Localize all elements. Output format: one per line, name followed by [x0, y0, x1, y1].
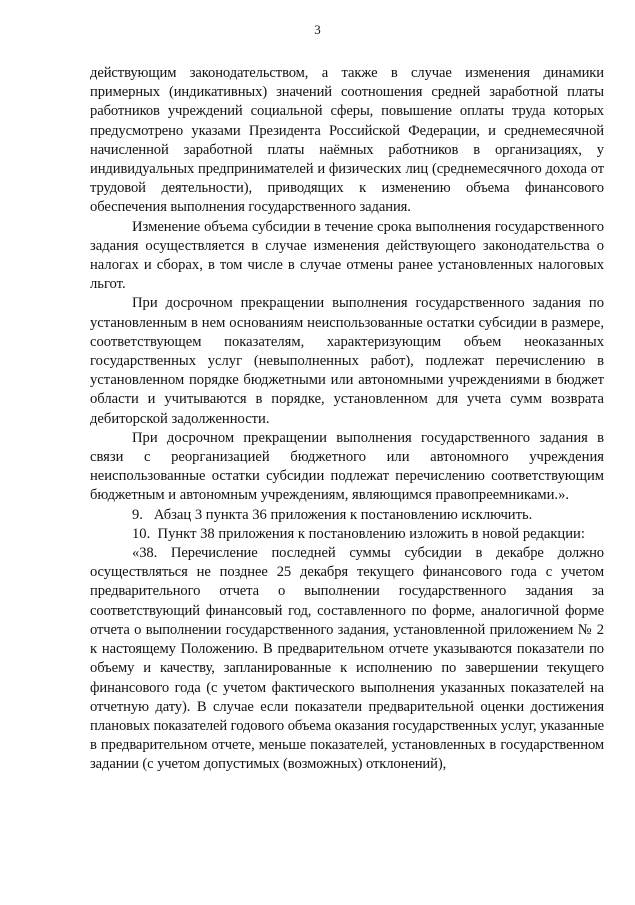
page-number: 3: [314, 22, 321, 37]
paragraph-reorganization: При досрочном прекращении выполнения государственного задания в связи с реорганизацией бюджетного или автономного учреждения неиспользованные остатки субсидии подлежат перечислению соответствующим бюджетным и автономным учреждениям, являющимся правопреемниками.».: [90, 429, 604, 504]
paragraph-item-38-text: «38. Перечисление последней суммы субсидии в декабре должно осуществляться не позднее 25 декабря текущего финансового года с учетом предварительного отчета о выполнении государственного задания за соответствующий финансовый год, составленного по форме, аналогичной форме отчета о выполнении государственного задания, установленной приложением № 2 к настоящему Положению. В предварительном отчете указываются показатели по объему и качеству, запланированные к исполнению по завершении текущего финансового года (с учетом фактического выполнения указанных показателей на отчетную дату). В случае если показатели предварительной оценки достижения плановых показателей годового объема оказания государственных услуг, указанные в предварительном отчете, меньше показателей, установленных в государственном задании (с учетом допустимых (возможных) отклонений),: [90, 545, 604, 773]
paragraph-item-10: 10. Пункт 38 приложения к постановлению изложить в новой редакции:: [132, 525, 585, 542]
paragraph-early-termination: При досрочном прекращении выполнения государственного задания по установленным в нем основаниям неиспользованные остатки субсидии в размере, соответствующем показателям, характеризующим объем неоказанных государственных услуг (невыполненных работ), подлежат перечислению в установленном порядке бюджетными или автономными учреждениями в бюджет области и учитываются в порядке, установленном для учета сумм возврата дебиторской задолженности.: [90, 295, 604, 427]
paragraph-continuation: действующим законодательством, а также в случае изменения динамики примерных (индикативных) значений соотношения средней заработной платы работников учреждений социальной сферы, повышение оплаты труда которых предусмотрено указами Президента Российской Федерации, и среднемесячной начисленной заработной платы наёмных работников в организациях, у индивидуальных предпринимателей и физических лиц (среднемесячного дохода от трудовой деятельности), приводящих к изменению объема финансового обеспечения выполнения государственного задания.: [90, 65, 604, 216]
document-body: [90, 64, 604, 775]
paragraph-subsidy-change: Изменение объема субсидии в течение срока выполнения государственного задания осуществляется в случае изменения действующего законодательства о налогах и сборах, в том числе в случае отмены ранее установленных налоговых льгот.: [90, 218, 604, 293]
paragraph-item-9: 9. Абзац 3 пункта 36 приложения к постановлению исключить.: [132, 506, 533, 523]
